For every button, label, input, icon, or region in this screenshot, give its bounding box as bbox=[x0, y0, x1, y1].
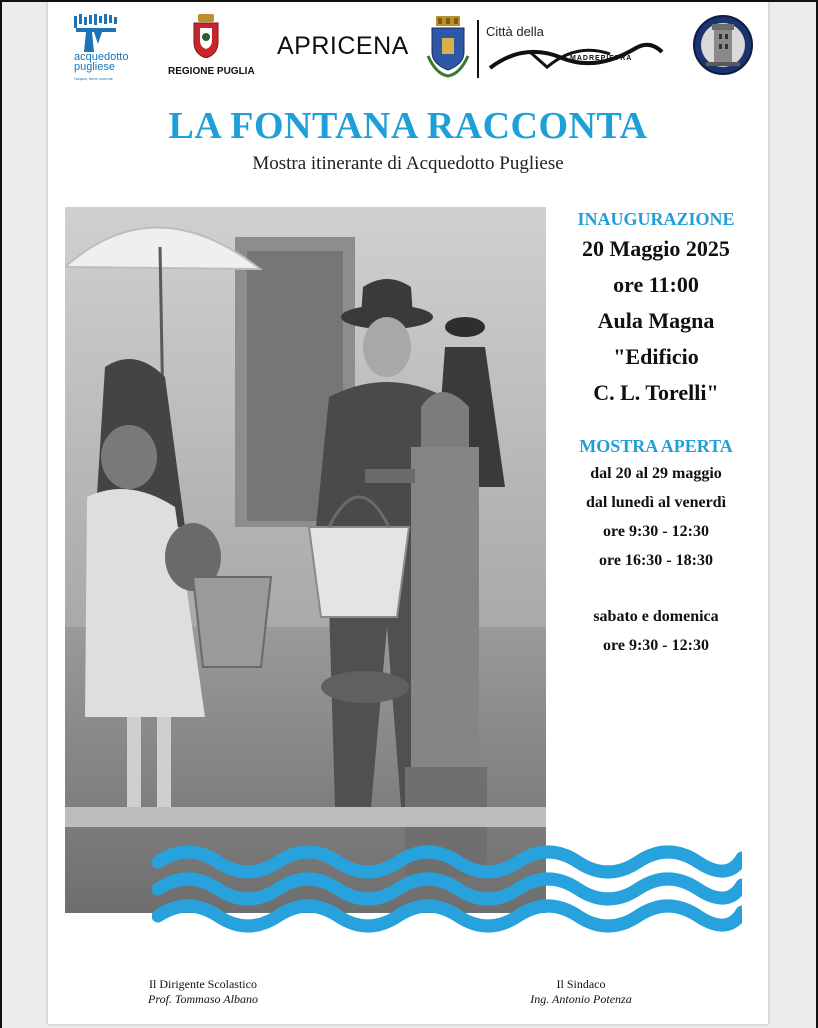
signature-left bbox=[88, 977, 318, 1007]
event-info bbox=[552, 207, 760, 660]
inauguration-place-2: "Edificio bbox=[613, 344, 699, 369]
regione-puglia-logo bbox=[164, 14, 254, 84]
signature-right-role: Il Sindaco bbox=[556, 977, 606, 991]
madrepietra-name: MADREPIETRA bbox=[570, 55, 633, 62]
signature-left-role: Il Dirigente Scolastico bbox=[149, 977, 257, 991]
inauguration-time: ore 11:00 bbox=[613, 272, 699, 297]
exhibition-weekend-slot: ore 9:30 - 12:30 bbox=[603, 637, 709, 654]
apricena-name: APRICENA bbox=[277, 32, 409, 60]
signature-right bbox=[466, 977, 696, 1007]
madrepietra-prefix: Città della bbox=[486, 24, 544, 39]
exhibition-slot-1: ore 9:30 - 12:30 bbox=[603, 523, 709, 540]
poster bbox=[48, 2, 768, 1024]
frame-left bbox=[0, 0, 2, 1028]
inauguration-place-1: Aula Magna bbox=[597, 308, 715, 333]
historic-fountain-photo bbox=[65, 207, 546, 913]
poster-subtitle: Mostra itinerante di Acquedotto Pugliese bbox=[252, 153, 564, 174]
signature-right-name: Ing. Antonio Potenza bbox=[530, 992, 632, 1006]
acquedotto-name: acquedotto pugliese bbox=[74, 51, 129, 73]
inauguration-place-3: C. L. Torelli" bbox=[593, 380, 719, 405]
signature-left-name: Prof. Tommaso Albano bbox=[148, 992, 258, 1006]
water-waves-decoration bbox=[152, 842, 742, 937]
exhibition-range: dal 20 al 29 maggio bbox=[590, 465, 722, 482]
school-tower-seal-icon bbox=[692, 14, 754, 76]
exhibition-weekend: sabato e domenica bbox=[593, 608, 719, 625]
acquedotto-tagline: l'acqua, bene comune bbox=[74, 76, 114, 81]
exhibition-weekdays: dal lunedì al venerdì bbox=[585, 494, 727, 511]
acquedotto-pugliese-logo bbox=[64, 14, 144, 84]
regione-puglia-shield-icon bbox=[192, 14, 220, 58]
inauguration-date: 20 Maggio 2025 bbox=[582, 236, 730, 261]
exhibition-heading: MOSTRA APERTA bbox=[579, 436, 733, 456]
logo-divider bbox=[477, 20, 479, 78]
apricena-crest-icon bbox=[426, 16, 470, 78]
poster-title: LA FONTANA RACCONTA bbox=[168, 105, 648, 147]
olive-tree-logo-icon bbox=[72, 14, 128, 54]
inauguration-heading: INAUGURAZIONE bbox=[577, 209, 735, 229]
regione-puglia-name: REGIONE PUGLIA bbox=[168, 66, 255, 77]
exhibition-slot-2: ore 16:30 - 18:30 bbox=[599, 552, 713, 569]
madrepietra-logo bbox=[486, 24, 666, 74]
